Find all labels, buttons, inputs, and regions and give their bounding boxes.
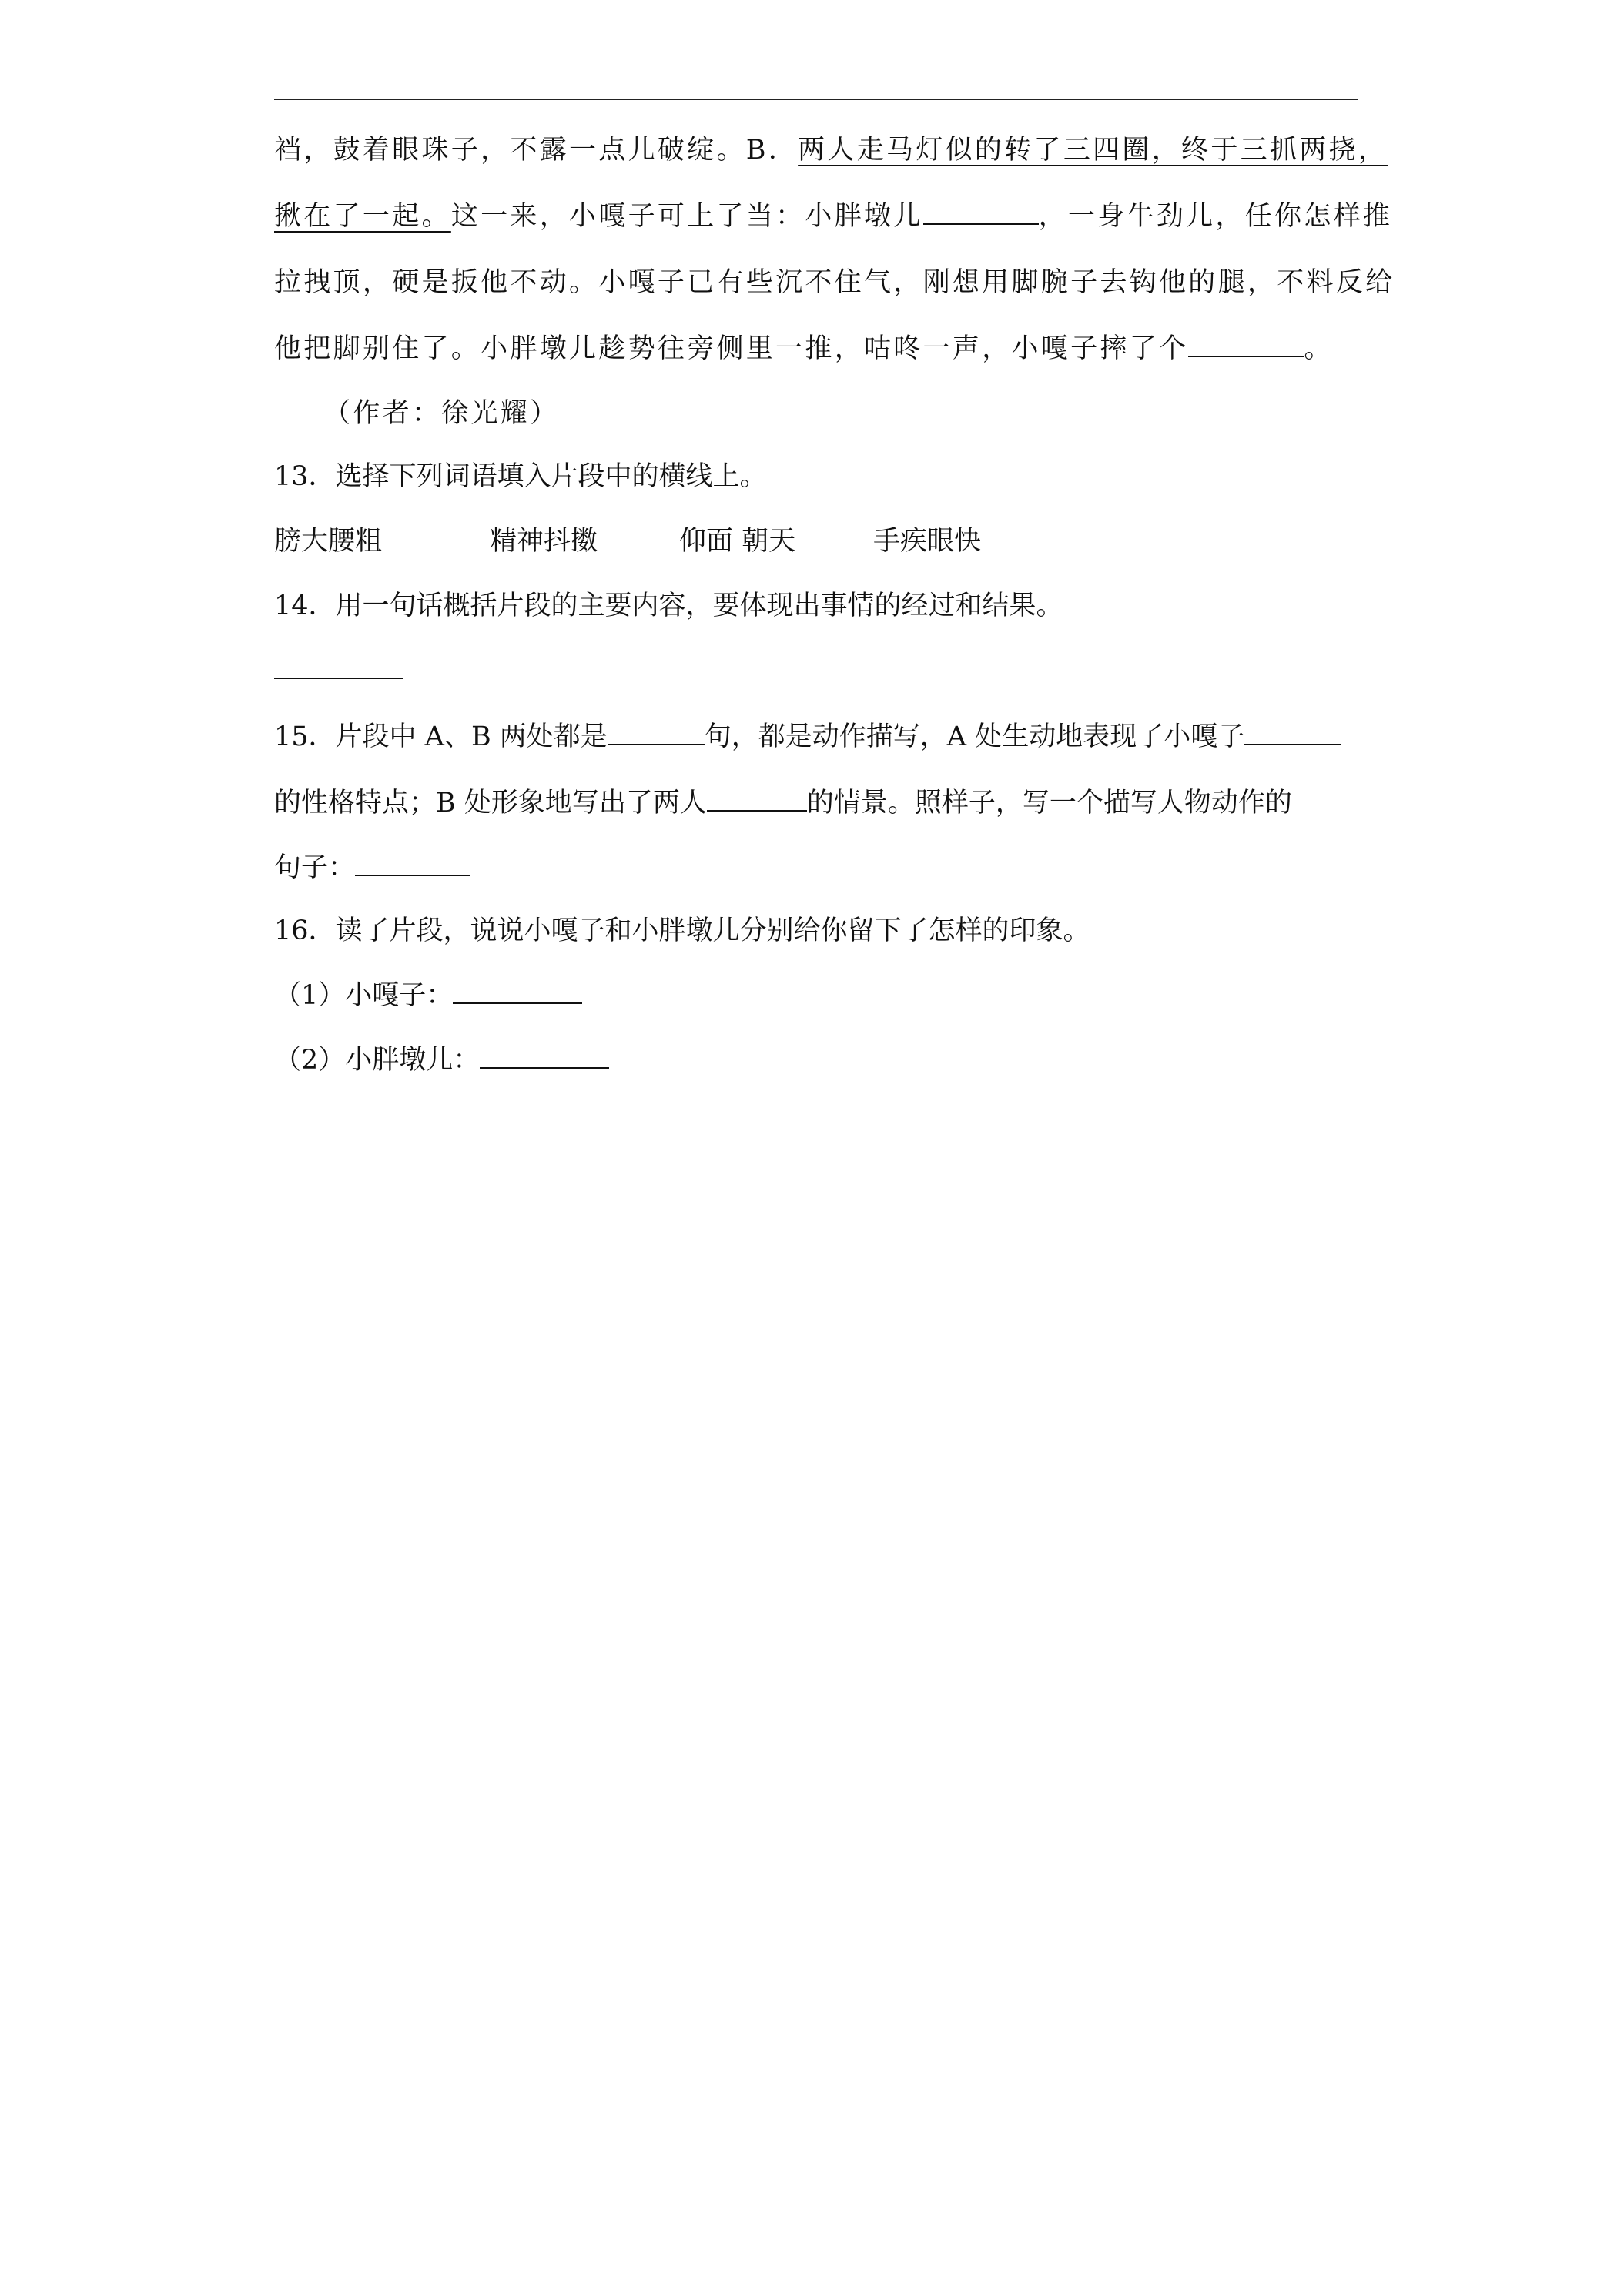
question-16-item-2 — [274, 1043, 1358, 1079]
question-16 — [274, 913, 1358, 950]
question-14-prompt: 14．用一句话概括片段的主要内容，要体现出事情的经过和结果。 — [274, 591, 1063, 621]
passage-line-1 — [274, 132, 1388, 169]
header-rule — [274, 99, 1358, 100]
passage-text: 他把脚别住了。小胖墩儿趁势往旁侧里一推，咕咚一声，小嘎子摔了个 — [274, 333, 1189, 364]
sentence-b-underlined: 两人走马灯似的转了三四圈，终于三抓两挠， — [798, 135, 1388, 166]
word-option-4: 手疾眼快 — [873, 526, 982, 557]
question-14 — [274, 588, 1358, 625]
question-13 — [274, 459, 1358, 496]
answer-blank[interactable] — [1188, 333, 1304, 357]
passage-line-4 — [274, 331, 1358, 368]
question-15-line-1 — [274, 719, 1358, 756]
question-16-item-1 — [274, 978, 1358, 1015]
question-15-text: 15．片段中 A、B 两处都是 — [274, 721, 608, 752]
author-text: （作者：徐光耀） — [323, 398, 560, 429]
answer-blank[interactable] — [453, 979, 582, 1004]
question-15-text: 的性格特点；B 处形象地写出了两人 — [274, 788, 707, 818]
question-15-text: 句子： — [274, 852, 356, 883]
passage-line-2 — [274, 199, 1393, 236]
question-16-item-label: （2）小胖墩儿： — [274, 1045, 481, 1076]
answer-blank[interactable] — [480, 1044, 609, 1069]
answer-blank[interactable] — [923, 200, 1039, 225]
passage-text: 拉拽顶，硬是扳他不动。小嘎子已有些沉不住气，刚想用脚腕子去钩他的腿，不料反给 — [274, 267, 1395, 298]
question-15-line-2 — [274, 785, 1358, 822]
question-13-prompt: 13．选择下列词语填入片段中的横线上。 — [274, 461, 767, 492]
passage-text: 裆，鼓着眼珠子，不露一点儿破绽。B． — [274, 135, 799, 166]
author-credit — [323, 396, 1358, 433]
question-14-answer — [274, 653, 1358, 690]
passage-line-3 — [274, 265, 1395, 302]
answer-blank[interactable] — [707, 787, 807, 812]
word-option-1: 膀大腰粗 — [274, 526, 383, 557]
question-15-text: 句，都是动作描写，A 处生动地表现了小嘎子 — [704, 721, 1245, 752]
passage-text: 这一来，小嘎子可上了当：小胖墩儿 — [450, 201, 923, 232]
sentence-b-underlined-cont: 揪在了一起。 — [274, 201, 451, 232]
passage-text: ，一身牛劲儿，任你怎样推 — [1038, 201, 1393, 232]
answer-blank[interactable] — [608, 721, 705, 745]
question-15-text: 的情景。照样子，写一个描写人物动作的 — [806, 788, 1292, 818]
word-option-2: 精神抖擞 — [490, 526, 598, 557]
answer-blank[interactable] — [274, 654, 403, 679]
answer-blank[interactable] — [355, 852, 470, 876]
question-16-item-label: （1）小嘎子： — [274, 980, 454, 1011]
question-15-line-3 — [274, 850, 1358, 887]
word-option-3: 仰面 朝天 — [679, 526, 796, 557]
word-bank — [274, 524, 1358, 561]
passage-text: 。 — [1304, 333, 1334, 364]
question-16-prompt: 16．读了片段，说说小嘎子和小胖墩儿分别给你留下了怎样的印象。 — [274, 915, 1090, 946]
answer-blank[interactable] — [1244, 721, 1341, 745]
